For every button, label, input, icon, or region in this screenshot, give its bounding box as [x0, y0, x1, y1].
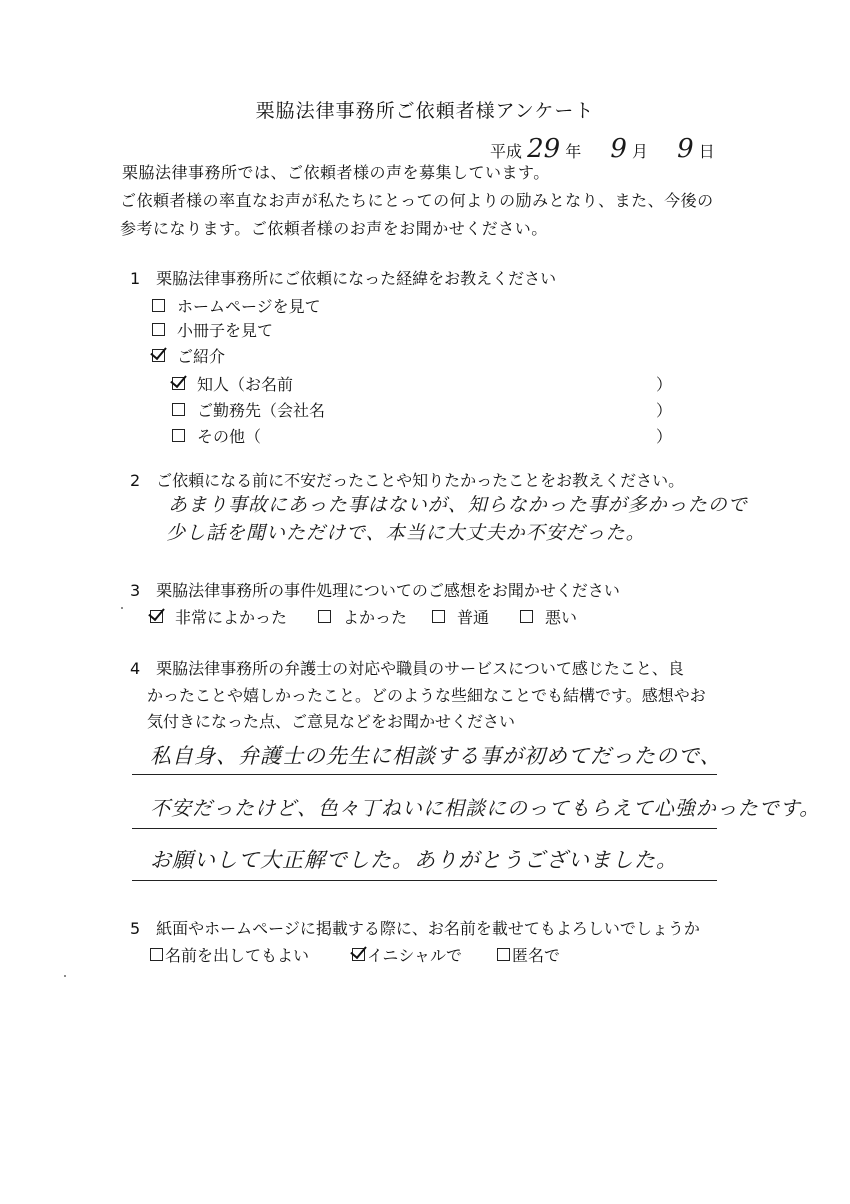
option-label: ご紹介 [177, 347, 226, 366]
q2-answer-line-2: 少し話を聞いただけで、本当に大丈夫か不安だった。 [166, 522, 646, 544]
date-month-handwritten: 9 [610, 134, 627, 164]
option-label: イニシャルで [367, 946, 463, 965]
checkbox-icon[interactable] [172, 429, 185, 442]
checkbox-checked-icon[interactable] [172, 377, 185, 390]
checkbox-icon[interactable] [432, 610, 445, 623]
q2-question: 2 ご依頼になる前に不安だったことや知りたかったことをお教えください。 [130, 471, 685, 490]
q4-answer-line-3: お願いして大正解でした。ありがとうございました。 [150, 848, 678, 872]
q4-question-line-2: かったことや嬉しかったこと。どのような些細なことでも結構です。感想やお [147, 686, 706, 705]
q1-sub-option-other[interactable] [172, 424, 261, 447]
checkbox-icon[interactable] [152, 299, 165, 312]
checkbox-checked-icon[interactable] [150, 610, 163, 623]
option-label: 悪い [545, 608, 578, 627]
paren-close: ） [656, 401, 673, 420]
q4-question-line-3: 気付きになった点、ご意見などをお聞かせください [147, 712, 516, 731]
q1-sub-option-acquaintance[interactable] [172, 372, 293, 395]
q3-option-very-good[interactable] [150, 605, 287, 628]
answer-rule [132, 880, 717, 881]
q5-option-anonymous[interactable] [497, 943, 560, 966]
q5-option-initials[interactable] [352, 943, 462, 966]
intro-line-3: 参考になります。ご依頼者様のお声をお聞かせください。 [120, 219, 548, 238]
answer-rule [132, 828, 717, 829]
date-month-unit: 月 [632, 142, 649, 161]
checkbox-icon[interactable] [172, 403, 185, 416]
checkbox-icon[interactable] [520, 610, 533, 623]
intro-line-2: ご依頼者様の率直なお声が私たちにとっての何よりの励みとなり、また、今後の [120, 191, 714, 210]
scan-speck [121, 607, 123, 609]
q3-option-average[interactable] [432, 605, 489, 628]
answer-rule [132, 774, 717, 775]
date-year-handwritten: 29 [527, 134, 561, 164]
q1-option-homepage[interactable] [152, 294, 321, 317]
q2-answer-line-1: あまり事故にあった事はないが、知らなかった事が多かったので [168, 494, 748, 516]
q3-option-bad[interactable] [520, 605, 577, 628]
date-day-handwritten: 9 [677, 134, 694, 164]
option-label: 非常によかった [175, 608, 288, 627]
date-era: 平成 [490, 142, 523, 161]
date-year-unit: 年 [565, 142, 582, 161]
option-label: よかった [343, 608, 408, 627]
checkbox-icon[interactable] [318, 610, 331, 623]
date-day-unit: 日 [698, 142, 715, 161]
option-label: 小冊子を見て [177, 321, 274, 340]
option-label: 知人（お名前 [197, 375, 294, 394]
q5-option-real-name[interactable] [150, 943, 309, 966]
q1-option-booklet[interactable] [152, 318, 273, 341]
q1-sub-option-employer[interactable] [172, 398, 325, 421]
q4-answer-line-2: 不安だったけど、色々丁ねいに相談にのってもらえて心強かったです。 [150, 796, 821, 820]
checkbox-icon[interactable] [497, 948, 510, 961]
q4-question-line-1: 4 栗脇法律事務所の弁護士の対応や職員のサービスについて感じたこと、良 [130, 659, 684, 678]
scan-speck [64, 975, 66, 977]
q1-question: 1 栗脇法律事務所にご依頼になった経緯をお教えください [130, 269, 557, 288]
checkbox-icon[interactable] [150, 948, 163, 961]
option-label: 普通 [457, 608, 490, 627]
q4-answer-line-1: 私自身、弁護士の先生に相談する事が初めてだったので、 [150, 744, 722, 768]
q5-question: 5 紙面やホームページに掲載する際に、お名前を載せてもよろしいでしょうか [130, 919, 700, 938]
option-label: ご勤務先（会社名 [197, 401, 326, 420]
checkbox-checked-icon[interactable] [152, 349, 165, 362]
option-label: その他（ [197, 427, 262, 446]
intro-line-1: 栗脇法律事務所では、ご依頼者様の声を募集しています。 [122, 163, 550, 182]
paren-close: ） [656, 375, 673, 394]
survey-title: 栗脇法律事務所ご依頼者様アンケート [255, 100, 595, 122]
option-label: 匿名で [512, 946, 561, 965]
checkbox-icon[interactable] [152, 323, 165, 336]
q3-question: 3 栗脇法律事務所の事件処理についてのご感想をお聞かせください [130, 581, 620, 600]
paren-close: ） [656, 427, 673, 446]
q1-option-referral[interactable] [152, 344, 225, 367]
option-label: ホームページを見て [177, 297, 321, 316]
option-label: 名前を出してもよい [165, 946, 310, 965]
checkbox-checked-icon[interactable] [352, 948, 365, 961]
q3-option-good[interactable] [318, 605, 407, 628]
